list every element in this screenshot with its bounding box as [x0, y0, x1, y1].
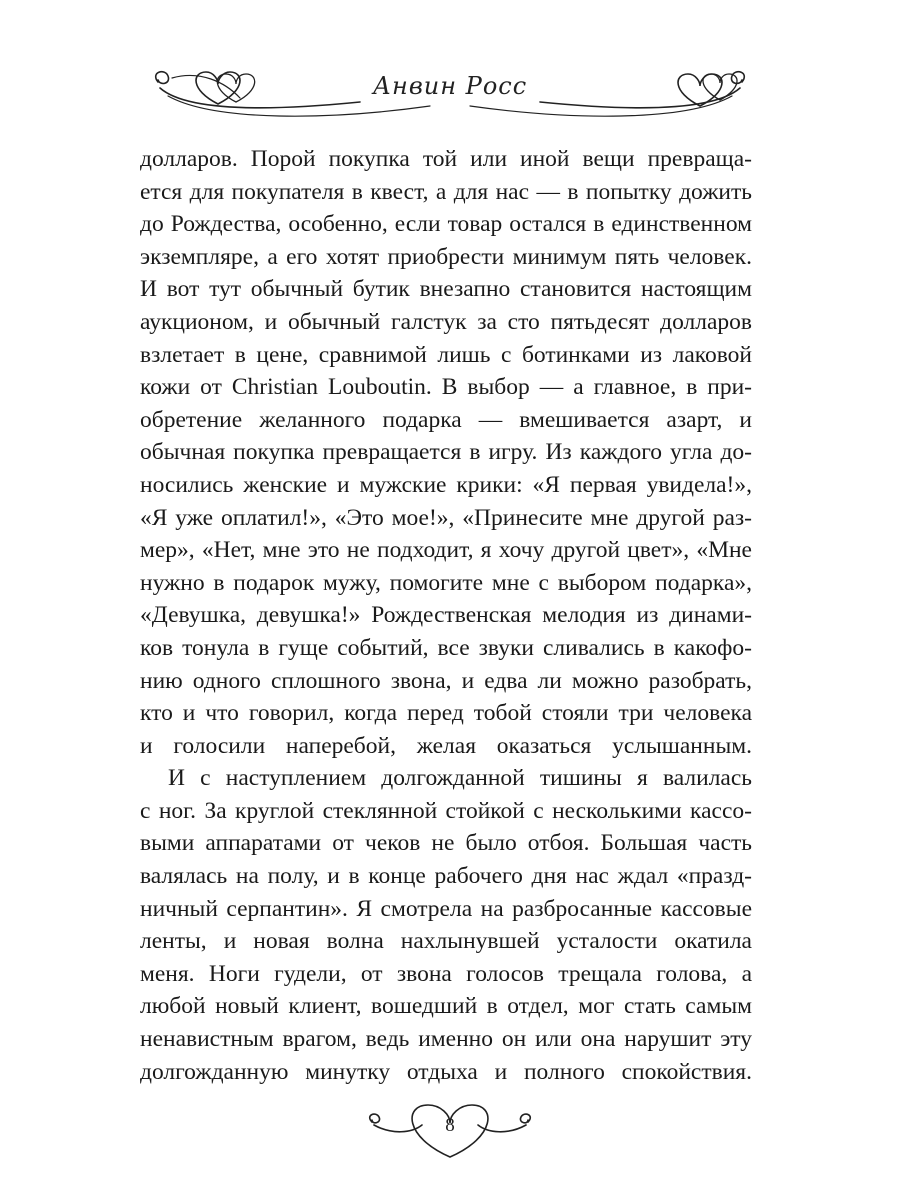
text-line: ется для покупателя в квест, а для нас — в попытку дожить: [140, 178, 752, 205]
text-line: ков тонула в гуще событий, все звуки сливались в какофо-: [140, 634, 752, 661]
text-line: нию одного сплошного звона, и едва ли можно разобрать,: [140, 667, 752, 694]
paragraph: [140, 143, 752, 762]
text-line: носились женские и мужские крики: «Я первая увидела!»,: [140, 471, 752, 498]
text-line: обычная покупка превращается в игру. Из каждого угла до-: [140, 439, 752, 466]
text-line: «Девушка, девушка!» Рождественская мелодия из динами-: [140, 602, 752, 629]
page-header: [0, 50, 900, 130]
page-number: 8: [445, 1115, 455, 1136]
running-head-title: Анвин Росс: [372, 72, 528, 100]
text-line: долгожданную минутку отдыха и полного спокойствия.: [140, 1058, 752, 1085]
text-line: кто и что говорил, когда перед тобой стояли три человека: [140, 700, 752, 727]
text-line: взлетает в цене, сравнимой лишь с ботинками из лаковой: [140, 341, 752, 368]
text-line: кожи от Christian Louboutin. В выбор — а главное, в при-: [140, 374, 752, 401]
text-line: выми аппаратами от чеков не было отбоя. Большая часть: [140, 830, 752, 857]
text-line: ленты, и новая волна нахлынувшей усталости окатила: [140, 928, 752, 955]
text-line: меня. Ноги гудели, от звона голосов трещала голова, а: [140, 960, 752, 987]
text-line: ненавистным врагом, ведь именно он или она нарушит эту: [140, 1026, 752, 1053]
text-line: аукционом, и обычный галстук за сто пятьдесят долларов: [140, 308, 752, 335]
text-line: ничный серпантин». Я смотрела на разбросанные кассовые: [140, 895, 752, 922]
paragraph: [140, 762, 752, 1088]
text-line: долларов. Порой покупка той или иной вещи превраща-: [140, 146, 752, 172]
page-footer: [0, 1095, 900, 1175]
text-line: экземпляре, а его хотят приобрести минимум пять человек.: [140, 243, 752, 270]
text-line: любой новый клиент, вошедший в отдел, мог стать самым: [140, 993, 752, 1020]
text-line: валялась на полу, и в конце рабочего дня нас ждал «празд-: [140, 863, 752, 890]
text-line: обретение желанного подарка — вмешивается азарт, и: [140, 406, 752, 433]
text-line: и голосили наперебой, желая оказаться услышанным.: [140, 732, 752, 759]
text-line: с ног. За круглой стеклянной стойкой с несколькими кассо-: [140, 797, 752, 824]
body-text: [140, 143, 752, 1088]
text-line: И вот тут обычный бутик внезапно становится настоящим: [140, 276, 752, 303]
text-line: «Я уже оплатил!», «Это мое!», «Принесите мне другой раз-: [140, 504, 752, 531]
text-line: мер», «Нет, мне это не подходит, я хочу другой цвет», «Мне: [140, 537, 752, 564]
text-line: И с наступлением долгожданной тишины я валилась: [168, 765, 752, 792]
text-line: нужно в подарок мужу, помогите мне с выбором подарка»,: [140, 569, 752, 596]
text-line: до Рождества, особенно, если товар остался в единственном: [140, 211, 752, 238]
